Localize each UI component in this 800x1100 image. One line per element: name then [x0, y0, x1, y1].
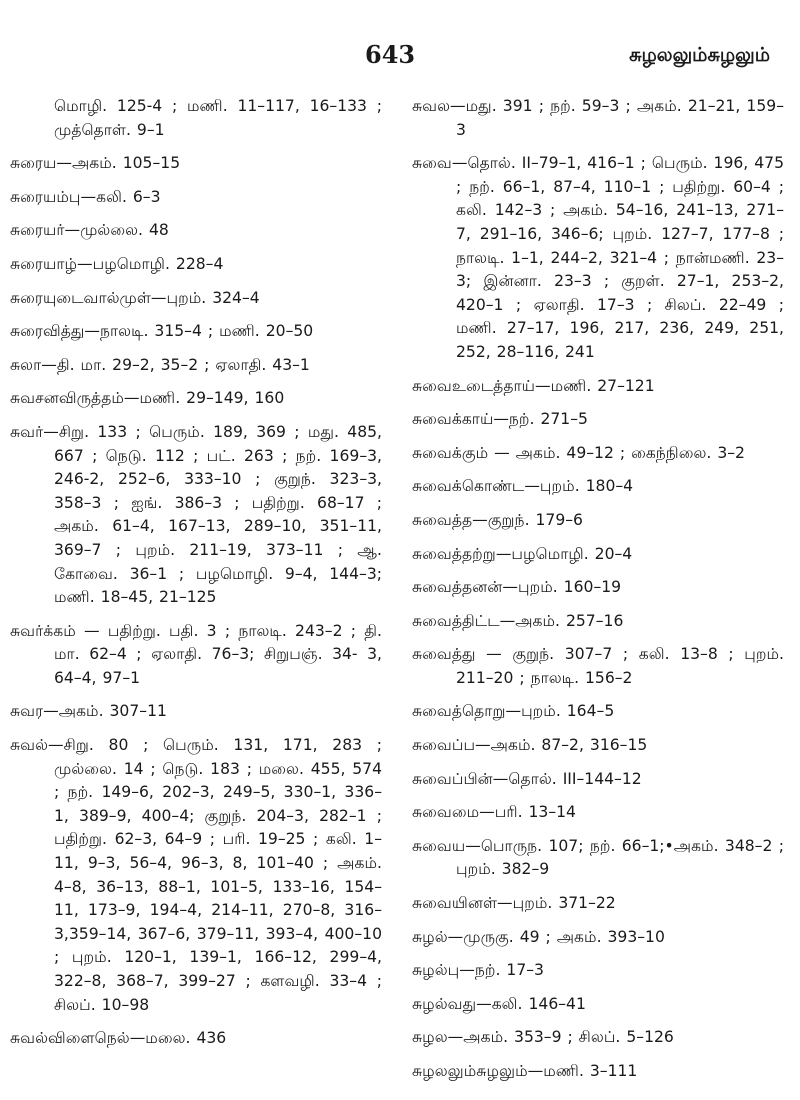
index-entry: சுழல்—முருகு. 49 ; அகம். 393–10: [412, 927, 665, 946]
index-entry: சுவை—தொல். II–79–1, 416–1 ; பெரும். 196, 475 ; நற். 66–1, 87–4, 110–1 ; பதிற்று. 60–4 ; கலி. 142–3 ; அகம். 54–16, 241–13, 271–7, 291–16, 346–6; புறம். 127–7, 177–8 ; நாலடி. 1–1, 244–2, 321–4 ; நான்மணி. 23–3; இன்னா. 23–3 ; குறள். 27–1, 253–2, 420–1 ; ஏலாதி. 17–3 ; சிலப். 22–49 ; மணி. 27–17, 196, 217, 236, 249, 251, 252, 28–116, 241: [412, 154, 784, 361]
index-entry: சுவர—அகம். 307–11: [10, 702, 167, 721]
index-entry: சுவைமை—பரி. 13–14: [412, 803, 576, 822]
index-entry: மொழி. 125-4 ; மணி. 11–117, 16–133 ; முத்தொள். 9–1: [54, 97, 382, 139]
index-entry: சுவைஉடைத்தாய்—மணி. 27–121: [412, 376, 655, 395]
index-entry: சுழல—அகம். 353–9 ; சிலப். 5–126: [412, 1028, 674, 1047]
index-entry: சுவைத்து — குறுந். 307–7 ; கலி. 13–8 ; புறம். 211–20 ; நாலடி. 156–2: [412, 645, 784, 687]
index-entry: சுவைத்த—குறுந். 179–6: [412, 510, 583, 529]
page-header: [0, 40, 800, 80]
index-entry: சுவசனவிருத்தம்—மணி. 29–149, 160: [10, 389, 285, 408]
index-entry: சுரைவித்து—நாலடி. 315–4 ; மணி. 20–50: [10, 322, 314, 341]
index-entry: சுழல்பு—நற். 17–3: [412, 961, 544, 980]
index-entry: சுவையினள்—புறம். 371–22: [412, 894, 616, 913]
index-entry: சுவைப்ப—அகம். 87–2, 316–15: [412, 736, 648, 755]
index-entry: சுரையர்—முல்லை. 48: [10, 221, 169, 240]
left-column: [10, 95, 382, 1061]
index-entry: சுவைப்பின்—தொல். III–144–12: [412, 769, 642, 788]
index-entry: சுவைத்தனன்—புறம். 160–19: [412, 578, 622, 597]
index-entry: சுவல்—சிறு. 80 ; பெரும். 131, 171, 283 ; முல்லை. 14 ; நெடு. 183 ; மலை. 455, 574 ; நற். 149–6, 202–3, 249–5, 330–1, 336–1, 389–9, 400–4; குறுந். 204–3, 282–1 ; பதிற்று. 62–3, 64–9 ; பரி. 19–25 ; கலி. 1–11, 9–3, 56–4, 96–3, 8, 101–40 ; அகம். 4–8, 36–13, 88–1, 101–5, 133–16, 154–11, 173–9, 194–4, 214–11, 270–8, 316–3,359–14, 367–6, 379–11, 393–4, 400–10 ; புறம். 120–1, 139–1, 166–12, 299–4, 322–8, 368–7, 399–27 ; களவழி. 33–4 ; சிலப். 10–98: [10, 736, 382, 1014]
index-entry: சுலா—தி. மா. 29–2, 35–2 ; ஏலாதி. 43–1: [10, 355, 310, 374]
index-entry: சுவைக்காய்—நற். 271–5: [412, 410, 588, 429]
index-entry: சுவைத்திட்ட—அகம். 257–16: [412, 611, 624, 630]
index-entry: சுவர்க்கம் — பதிற்று. பதி. 3 ; நாலடி. 243–2 ; தி. மா. 62–4 ; ஏலாதி. 76–3; சிறுபஞ். 34- 3, 64–4, 97–1: [10, 621, 382, 687]
index-entry: சுவைய—பொருந. 107; நற். 66–1;•அகம். 348–2 ; புறம். 382–9: [412, 836, 784, 879]
index-entry: சுவைத்தொறு—புறம். 164–5: [412, 702, 615, 721]
index-entry: சுவைக்கொண்ட—புறம். 180–4: [412, 477, 634, 496]
index-entry: சுரையுடைவால்முள்—புறம். 324–4: [10, 288, 260, 307]
index-entry: சுழலலும்சுழலும்—மணி. 3–111: [412, 1062, 638, 1080]
page-number: 643: [365, 40, 416, 69]
index-entry: சுவர்—சிறு. 133 ; பெரும். 189, 369 ; மது. 485, 667 ; நெடு. 112 ; பட். 263 ; நற். 169–3, 246-2, 252–6, 333–10 ; குறுந். 323–3, 358–3 ; ஐங். 386–3 ; பதிற்று. 68–17 ; அகம். 61–4, 167–13, 289–10, 351–11, 369–7 ; புறம். 211–19, 373–11 ; ஆ. கோவை. 36–1 ; பழமொழி. 9–4, 144–3; மணி. 18–45, 21–125: [10, 422, 382, 607]
index-entry: சுரையாழ்—பழமொழி. 228–4: [10, 254, 224, 273]
index-entry: சுரையம்பு—கலி. 6–3: [10, 187, 161, 206]
index-entry: சுரைய—அகம். 105–15: [10, 154, 181, 173]
index-entry: சுவைக்கும் — அகம். 49–12 ; கைந்நிலை. 3–2: [412, 443, 745, 462]
index-entry: சுவல்விளைநெல்—மலை. 436: [10, 1029, 227, 1048]
index-entry: சுவைத்தற்று—பழமொழி. 20–4: [412, 544, 633, 563]
index-entry: சுவல—மது. 391 ; நற். 59–3 ; அகம். 21–21, 159–3: [412, 97, 784, 139]
running-head: சுழலலும்சுழலும்: [629, 44, 770, 66]
right-column: [412, 95, 784, 1094]
index-entry: சுழல்வது—கலி. 146–41: [412, 994, 586, 1013]
